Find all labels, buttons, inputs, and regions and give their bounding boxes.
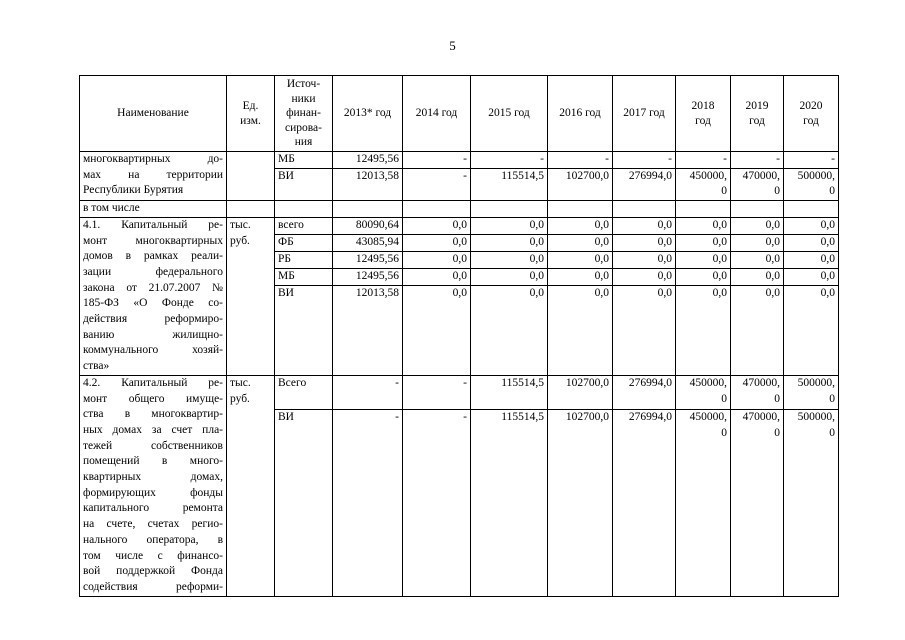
value-cell: 0,0 [471,268,548,285]
value-cell: 12495,56 [333,268,403,285]
value-cell: 0,0 [403,234,471,251]
value-cell: 0,0 [613,251,676,268]
value-cell: - [403,410,471,597]
value-cell: 470000, 0 [731,375,784,409]
table-row [80,152,839,169]
value-cell: 80090,64 [333,217,403,234]
value-cell: - [784,152,839,169]
value-cell: 470000, 0 [731,168,784,200]
value-cell: 0,0 [676,234,731,251]
header-2016: 2016 год [548,76,613,152]
value-cell: 102700,0 [548,168,613,200]
header-2018: 2018 год [676,76,731,152]
source-cell: ВИ [275,168,333,200]
value-cell: 450000, 0 [676,168,731,200]
table-header-row [80,76,839,152]
source-cell: Всего [275,375,333,409]
value-cell: - [403,168,471,200]
unit-cell [227,152,275,201]
value-cell: 450000, 0 [676,375,731,409]
value-cell: 0,0 [613,286,676,376]
value-cell: 0,0 [784,234,839,251]
header-2014: 2014 год [403,76,471,152]
value-cell: 500000, 0 [784,410,839,597]
value-cell: 12495,56 [333,152,403,169]
value-cell: 0,0 [403,251,471,268]
financing-table [79,75,839,597]
value-cell: - [676,152,731,169]
header-2017: 2017 год [613,76,676,152]
header-2020: 2020 год [784,76,839,152]
value-cell: - [613,152,676,169]
value-cell: - [403,152,471,169]
value-cell: 115514,5 [471,168,548,200]
value-cell: 276994,0 [613,375,676,409]
value-cell: 0,0 [731,217,784,234]
value-cell: 0,0 [613,234,676,251]
row-name-cell: многоквартирных до- мах на территории Республики Бурятия [80,152,227,201]
value-cell: 0,0 [784,251,839,268]
source-cell: МБ [275,268,333,285]
value-cell: - [333,375,403,409]
header-2013: 2013* год [333,76,403,152]
value-cell: 12495,56 [333,251,403,268]
row-name-cell: 4.1. Капитальный ре- монт многоквартирных домов в рамках реали- зации федерального закона от 21.07.2007 № 185-ФЗ «О Фонде со- действия реформиро- ванию жилищно- коммунального хозяй- ства» [80,217,227,375]
value-cell: 450000, 0 [676,410,731,597]
value-cell: 500000, 0 [784,375,839,409]
value-cell: 0,0 [676,286,731,376]
value-cell: 0,0 [403,268,471,285]
value-cell: - [731,152,784,169]
header-2019: 2019 год [731,76,784,152]
value-cell: 115514,5 [471,375,548,409]
unit-cell: тыс. руб. [227,217,275,375]
table-row [80,217,839,234]
table-row [80,201,839,218]
source-cell: РБ [275,251,333,268]
value-cell: 0,0 [784,268,839,285]
row-name-cell: 4.2. Капитальный ре- монт общего имуще- ства в многоквартир- ных домах за счет пла- тежей собственников помещений в много- квартирных домах, формирующих фонды капитального ремонта на счете, счетах регио- нального оператора, в том числе с финансо- вой поддержкой Фонда содействия реформи- [80,375,227,596]
header-name: Наименование [80,76,227,152]
value-cell: 0,0 [548,251,613,268]
source-cell: ВИ [275,410,333,597]
value-cell: - [471,152,548,169]
value-cell: 0,0 [548,286,613,376]
value-cell: 0,0 [471,217,548,234]
value-cell: 0,0 [731,251,784,268]
value-cell: 43085,94 [333,234,403,251]
value-cell: 0,0 [613,217,676,234]
value-cell: 470000, 0 [731,410,784,597]
value-cell: 0,0 [676,217,731,234]
value-cell: 500000, 0 [784,168,839,200]
value-cell: 0,0 [471,286,548,376]
source-cell: ФБ [275,234,333,251]
value-cell: 0,0 [676,251,731,268]
value-cell: 0,0 [784,217,839,234]
source-cell: всего [275,217,333,234]
header-2015: 2015 год [471,76,548,152]
value-cell: 276994,0 [613,410,676,597]
value-cell: 0,0 [403,286,471,376]
value-cell: - [333,410,403,597]
value-cell: 12013,58 [333,286,403,376]
value-cell: 0,0 [676,268,731,285]
value-cell: 115514,5 [471,410,548,597]
value-cell: 102700,0 [548,375,613,409]
value-cell: 276994,0 [613,168,676,200]
value-cell: 0,0 [784,286,839,376]
value-cell: - [548,152,613,169]
value-cell: 0,0 [548,268,613,285]
value-cell: 0,0 [548,217,613,234]
value-cell: 0,0 [731,286,784,376]
value-cell: 0,0 [403,217,471,234]
table-row [80,375,839,409]
value-cell: 12013,58 [333,168,403,200]
header-unit: Ед. изм. [227,76,275,152]
value-cell: - [403,375,471,409]
value-cell: 0,0 [548,234,613,251]
value-cell: 0,0 [613,268,676,285]
value-cell: 102700,0 [548,410,613,597]
source-cell: МБ [275,152,333,169]
unit-cell: тыс. руб. [227,375,275,596]
page-number: 5 [449,38,456,53]
value-cell: 0,0 [731,268,784,285]
header-source: Источ- ники финан- сирова- ния [275,76,333,152]
subtitle-cell: в том числе [80,201,227,218]
value-cell: 0,0 [471,251,548,268]
value-cell: 0,0 [731,234,784,251]
value-cell: 0,0 [471,234,548,251]
source-cell: ВИ [275,286,333,376]
